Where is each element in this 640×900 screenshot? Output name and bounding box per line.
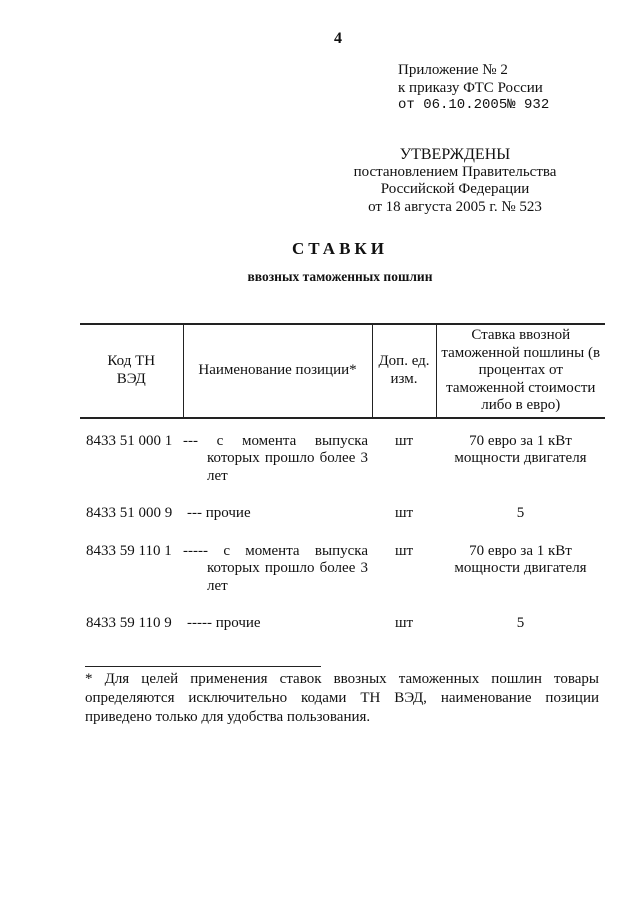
document-title: СТАВКИ xyxy=(292,239,388,258)
table-row xyxy=(80,505,605,543)
appendix-line: к приказу ФТС России xyxy=(398,79,543,96)
cell-code: 8433 59 110 1 xyxy=(86,542,172,559)
header-name: Наименование позиции* xyxy=(183,324,372,418)
cell-rate: 70 евро за 1 кВт мощности двигателя xyxy=(454,542,587,576)
cell-rate: 5 xyxy=(516,615,525,631)
approval-line: от 18 августа 2005 г. № 523 xyxy=(368,198,542,215)
cell-name: ----- прочие xyxy=(187,615,261,631)
cell-unit: шт xyxy=(394,432,414,449)
approval-heading: УТВЕРЖДЕНЫ xyxy=(399,146,511,163)
cell-unit: шт xyxy=(394,542,414,559)
document-subtitle: ввозных таможенных пошлин xyxy=(247,269,433,284)
cell-code: 8433 59 110 9 xyxy=(86,615,172,631)
appendix-reference xyxy=(398,62,549,115)
cell-unit: шт xyxy=(394,615,414,631)
table-row xyxy=(80,418,605,506)
approval-line: постановлением Правительства xyxy=(353,163,557,180)
table-row xyxy=(80,543,605,616)
header-rate: Ставка ввозной таможенной пошлины (в процентах от таможенной стоимости либо в евро) xyxy=(436,324,605,418)
page-number: 4 xyxy=(334,30,342,47)
header-unit: Доп. ед. изм. xyxy=(372,324,436,418)
approval-block xyxy=(340,146,570,216)
cell-name: ----- с момента выпуска которых прошло более 3 лет xyxy=(183,542,368,594)
cell-code: 8433 51 000 1 xyxy=(86,432,173,449)
cell-code: 8433 51 000 9 xyxy=(86,505,173,521)
cell-unit: шт xyxy=(394,505,414,521)
duty-rates-table xyxy=(80,323,605,653)
table-row xyxy=(80,615,605,653)
cell-name: --- прочие xyxy=(187,505,251,521)
approval-line: Российской Федерации xyxy=(380,181,530,197)
header-code: Код ТН ВЭД xyxy=(80,324,183,418)
cell-name: --- с момента выпуска которых прошло более 3 лет xyxy=(183,432,368,484)
cell-rate: 5 xyxy=(516,505,525,521)
footnote-divider xyxy=(85,666,321,667)
cell-rate: 70 евро за 1 кВт мощности двигателя xyxy=(454,432,587,466)
appendix-line: от 06.10.2005№ 932 xyxy=(398,97,550,113)
footnote: * Для целей применения ставок ввозных таможенных пошлин товары определяются исключительно кодами ТН ВЭД, наименование позиции приведено только для удобства пользования. xyxy=(85,671,599,725)
appendix-line: Приложение № 2 xyxy=(398,62,508,78)
